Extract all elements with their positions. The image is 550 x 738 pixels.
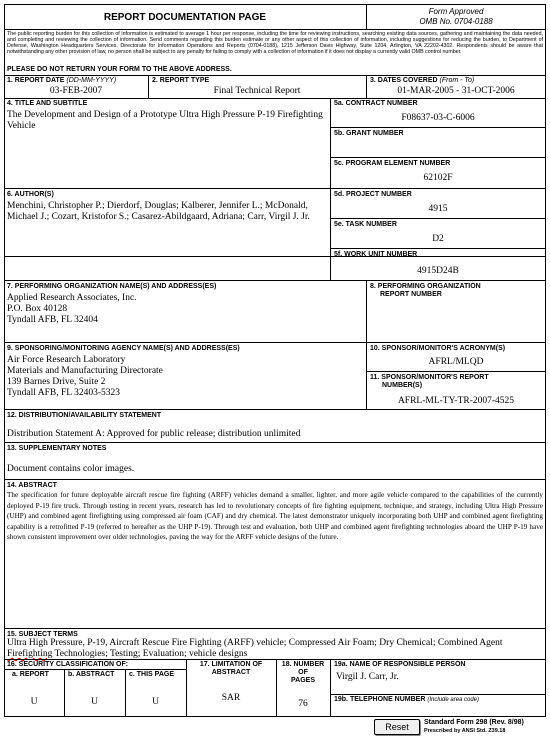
prescribed-by: Prescribed by ANSI Std. Z39.18 (424, 728, 506, 734)
program-element-label: 5c. PROGRAM ELEMENT NUMBER (334, 160, 451, 167)
project-number-label: 5d. PROJECT NUMBER (334, 191, 412, 198)
page-title: REPORT DOCUMENTATION PAGE (103, 12, 267, 23)
burden-statement: The public reporting burden for this collection of information is estimated to average 1 hour per response, including the time for reviewing instructions, searching existing data sources, gathering and maintaining the data needed, and completing and reviewing the collection of information. Send comments regarding this burden estimate or any other aspect of this collection of information, including suggestions for reducing the burden, to Department of Defense, Washington Headquarters Services, Directorate for Information Operations and Reports (0704-0188), 1215 Jefferson Davis Highway, Suite 1204, Arlington, VA 22202-4302. Respondents should be aware that notwithstanding any other provision of law, no person shall be subject to any penalty for failing to comply with a collection of information if it does not display a currently valid OMB control number. (7, 31, 543, 55)
report-type-field[interactable]: Final Technical Report (213, 86, 301, 96)
standard-form: Standard Form 298 (Rev. 8/98) (424, 719, 524, 726)
task-number-label: 5e. TASK NUMBER (334, 221, 397, 228)
contract-number-label: 5a. CONTRACT NUMBER (334, 100, 418, 107)
authors-label: 6. AUTHOR(S) (7, 191, 54, 198)
performing-org-field[interactable]: Applied Research Associates, Inc. P.O. Box 40128 Tyndall AFB, FL 32404 (7, 293, 137, 325)
responsible-person-label: 19a. NAME OF RESPONSIBLE PERSON (334, 661, 466, 668)
task-number-field[interactable]: D2 (432, 234, 444, 244)
return-notice: PLEASE DO NOT RETURN YOUR FORM TO THE ABOVE ADDRESS. (7, 66, 232, 73)
performing-report-number-label: 8. PERFORMING ORGANIZATION REPORT NUMBER (370, 283, 481, 298)
telephone-label: 19b. TELEPHONE NUMBER (Include area code) (334, 696, 480, 703)
security-classification-label: 16. SECURITY CLASSIFICATION OF: (7, 661, 129, 668)
title-label: 4. TITLE AND SUBTITLE (7, 100, 88, 107)
dates-covered-field[interactable]: 01-MAR-2005 - 31-OCT-2006 (397, 86, 515, 96)
abstract-label: 14. ABSTRACT (7, 482, 57, 489)
abstract-class-label: b. ABSTRACT (68, 671, 115, 678)
performing-org-label: 7. PERFORMING ORGANIZATION NAME(S) AND ADDRESS(ES) (7, 283, 217, 290)
sponsor-acronym-label: 10. SPONSOR/MONITOR'S ACRONYM(S) (370, 345, 506, 352)
abstract-class-field[interactable]: U (91, 697, 98, 707)
title-field[interactable]: The Development and Design of a Prototype Ultra High Pressure P-19 Firefighting Vehicle (7, 110, 323, 131)
supplementary-notes-label: 13. SUPPLEMENTARY NOTES (7, 445, 107, 452)
sponsor-report-number-field[interactable]: AFRL-ML-TY-TR-2007-4525 (397, 396, 515, 406)
work-unit-label: 5f. WORK UNIT NUMBER (334, 251, 418, 258)
report-date-field[interactable]: 03-FEB-2007 (49, 86, 103, 96)
dates-covered-label: 3. DATES COVERED (From - To) (370, 77, 475, 84)
number-of-pages-field[interactable]: 76 (298, 699, 308, 709)
sponsor-report-number-label: 11. SPONSOR/MONITOR'S REPORT NUMBER(S) (370, 374, 489, 389)
sponsor-acronym-field[interactable]: AFRL/MLQD (428, 357, 484, 367)
report-class-label: a. REPORT (12, 671, 49, 678)
reset-button[interactable]: Reset (374, 719, 420, 735)
program-element-field[interactable]: 62102F (423, 173, 453, 183)
work-unit-field[interactable]: 4915D24B (417, 266, 459, 276)
grant-number-label: 5b. GRANT NUMBER (334, 130, 404, 137)
limitation-label: 17. LIMITATION OF ABSTRACT (199, 661, 263, 676)
subject-terms-field[interactable]: Ultra High Pressure, P-19, Aircraft Rescue Fire Fighting (ARFF) vehicle; Compressed Air Foam; Dry Chemical; Combined Agent Firefighting Technologies; Testing; Evaluation; vehicle designs (7, 638, 503, 659)
responsible-person-field[interactable]: Virgil J. Carr, Jr. (336, 672, 399, 682)
distribution-field[interactable]: Distribution Statement A: Approved for public release; distribution unlimited (7, 429, 301, 439)
abstract-field[interactable]: The specification for future deployable aircraft rescue fire fighting (ARFF) vehicles demand a smaller, lighter, and more agile vehicle compared to the capabilities of the currently deployed P-19 fire truck. Through testing in recent years, research has led to revolutionary concepts of fire fighting equipment, technique, and strategy, including Ultra High Pressure (UHP) and combined agent firefighting using compressed air foam (CAF) and dry chemical. The latest demonstrator uniquely incorporating both UHP and combined agent firefighting capability is a retrofitted P-19 (referred to hereafter as the UHP P-19). Through test and evaluation, both UHP and combined agent firefighting technologies aboard the UHP P-19 have shown consistent improvement over older technologies, paving the way for the ARFF vehicle designs of the future. (7, 491, 543, 541)
supplementary-notes-field[interactable]: Document contains color images. (7, 464, 135, 474)
number-of-pages-label: 18. NUMBER OF PAGES (281, 661, 325, 684)
contract-number-field[interactable]: F08637-03-C-6006 (401, 113, 475, 123)
report-documentation-form (4, 4, 546, 734)
authors-field[interactable]: Menchini, Christopher P.; Dierdorf, Douglas; Kalberer, Jennifer L.; McDonald, Michael J.; Cozart, Kristofor S.; Casarez-Abildgaard, Adriana; Carr, Virgil J. Jr. (7, 201, 310, 222)
report-date-label: 1. REPORT DATE (DD-MM-YYYY) (7, 77, 117, 84)
limitation-field[interactable]: SAR (221, 693, 241, 703)
project-number-field[interactable]: 4915 (428, 204, 448, 214)
this-page-class-label: c. THIS PAGE (129, 671, 174, 678)
subject-terms-label: 15. SUBJECT TERMS (7, 631, 78, 638)
form-approved: Form Approved (428, 7, 484, 16)
this-page-class-field[interactable]: U (152, 697, 159, 707)
distribution-label: 12. DISTRIBUTION/AVAILABILITY STATEMENT (7, 412, 162, 419)
sponsoring-agency-field[interactable]: Air Force Research Laboratory Materials and Manufacturing Directorate 139 Barnes Drive, Suite 2 Tyndall AFB, FL 32403-5323 (7, 355, 163, 398)
report-type-label: 2. REPORT TYPE (152, 77, 210, 84)
omb-number: OMB No. 0704-0188 (419, 17, 493, 26)
sponsoring-agency-label: 9. SPONSORING/MONITORING AGENCY NAME(S) AND ADDRESS(ES) (7, 345, 240, 352)
report-class-field[interactable]: U (30, 697, 38, 707)
